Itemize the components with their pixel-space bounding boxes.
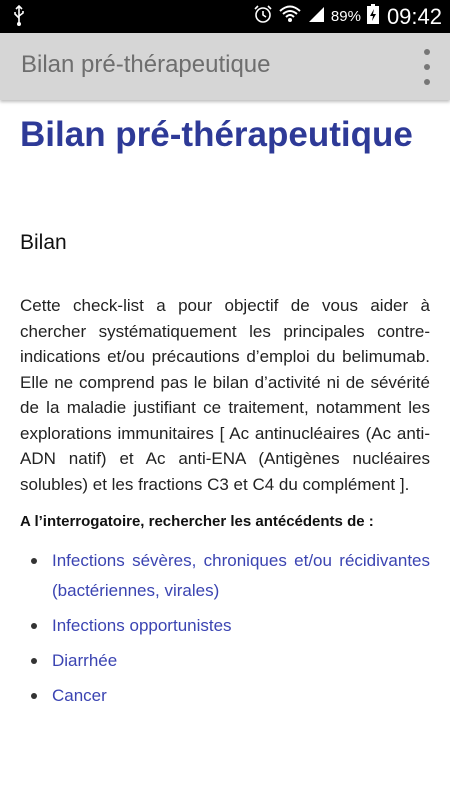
- status-bar: [0, 0, 450, 33]
- list-item[interactable]: [20, 546, 430, 606]
- intro-paragraph: Cette check-list a pour objectif de vous aider à chercher systématiquement les principales contre-indications et/ou précautions d’emploi du belimumab. Elle ne comprend pas le bilan d’activité ni de sévérité de la maladie justifiant ce traitement, notamment les explorations immunitaires [ Ac antinucléaires (Ac anti-ADN natif) et Ac anti-ENA (Antigènes nucléaires solubles) et les fractions C3 et C4 du complément ].: [20, 296, 430, 494]
- bullet-icon: [31, 558, 37, 564]
- signal-icon: [307, 5, 325, 28]
- list-item[interactable]: [20, 611, 430, 641]
- list-item-label: Cancer: [52, 686, 107, 705]
- section-heading: Bilan: [20, 231, 67, 254]
- battery-icon: [367, 4, 379, 29]
- battery-percent: 89%: [330, 8, 361, 25]
- content: [20, 100, 430, 716]
- list-item[interactable]: [20, 646, 430, 676]
- list-item-label: Infections opportunistes: [52, 616, 232, 635]
- action-bar-title: Bilan pré-thérapeutique: [21, 51, 271, 78]
- more-vert-icon[interactable]: [418, 49, 436, 85]
- list-item-label: Infections sévères, chroniques et/ou récidivantes (bactériennes, virales): [52, 551, 430, 600]
- list-item[interactable]: [20, 681, 430, 711]
- antecedents-list: [20, 546, 430, 711]
- bullet-icon: [31, 693, 37, 699]
- bullet-icon: [31, 623, 37, 629]
- usb-icon: [12, 5, 26, 32]
- bullet-icon: [31, 658, 37, 664]
- alarm-icon: [253, 4, 273, 29]
- action-bar: [0, 33, 450, 100]
- wifi-icon: [279, 5, 301, 28]
- subheading: A l’interrogatoire, rechercher les antécédents de :: [20, 513, 374, 530]
- page-title: Bilan pré-thérapeutique: [20, 115, 413, 154]
- list-item-label: Diarrhée: [52, 651, 118, 670]
- clock: 09:42: [386, 3, 442, 29]
